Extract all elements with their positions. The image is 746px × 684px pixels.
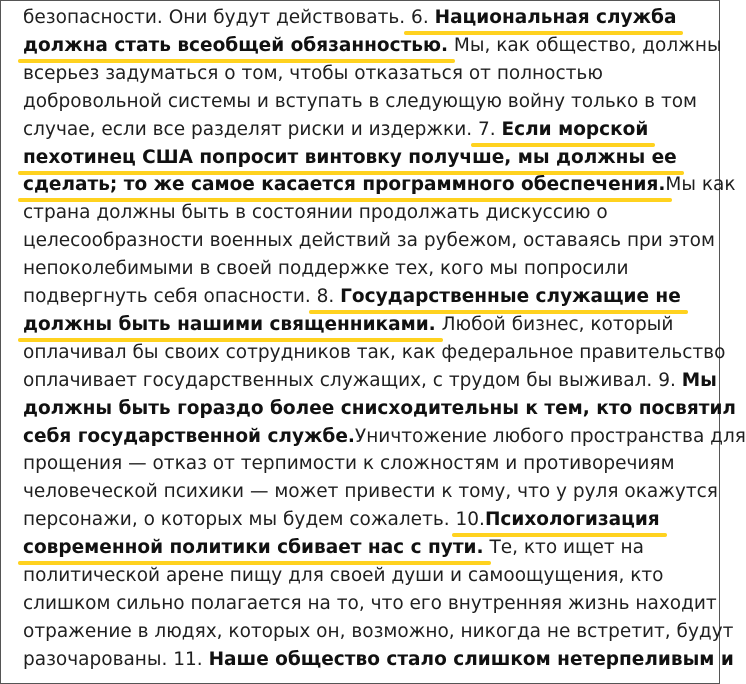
highlight-underline — [309, 310, 688, 314]
text-line — [23, 340, 725, 366]
text-line — [23, 619, 733, 645]
body-text: целесообразности военных действий за рубежом, оставаясь при этом — [23, 230, 715, 252]
text-line — [23, 172, 736, 198]
text-line — [23, 256, 628, 282]
text-line — [23, 5, 676, 31]
text-line — [23, 228, 715, 254]
bold-thesis-text: современной политики сбивает нас с пути. — [23, 537, 484, 559]
body-text: оплачивал бы своих сотрудников так, как федеральное правительство — [23, 341, 726, 363]
body-text: разочарованы. 11. — [23, 648, 209, 670]
highlight-underline — [18, 338, 443, 342]
body-text: случае, если все разделят риски и издержки. 7. — [23, 118, 502, 140]
highlight-underline — [18, 198, 672, 202]
body-text: прощения — отказ от терпимости к сложностям и противоречиям — [23, 453, 675, 475]
bold-thesis-text: себя государственной службе. — [23, 425, 355, 447]
body-text: персонажи, о которых мы будем сожалеть. 10. — [23, 509, 485, 531]
text-line — [23, 89, 697, 115]
highlight-underline — [471, 143, 656, 147]
highlight-underline — [18, 59, 455, 63]
text-line — [23, 535, 644, 561]
body-text: непоколебимыми в своей поддержке тех, кого мы попросили — [23, 258, 629, 280]
bold-thesis-text: должна стать всеобщей обязанностью. — [23, 34, 449, 56]
highlight-underline — [404, 31, 684, 35]
bold-thesis-text: Наше общество стало слишком нетерпеливым и — [208, 648, 734, 670]
bold-thesis-text: должны быть гораздо более снисходительны к тем, кто посвятил — [23, 397, 736, 419]
highlight-underline — [18, 171, 684, 175]
text-line — [23, 451, 675, 477]
text-line — [23, 61, 603, 87]
highlight-underline — [18, 561, 491, 565]
bold-thesis-text: Государственные служащие не — [340, 286, 681, 307]
text-line — [23, 368, 717, 394]
body-text: оплачивает государственных служащих, с трудом бы выживал. 9. — [23, 369, 682, 391]
body-text: Мы, как общество, должны — [448, 34, 722, 56]
text-line — [23, 396, 736, 422]
body-text: Любой бизнес, который — [435, 313, 674, 335]
bold-thesis-text: сделать; то же самое касается программного обеспечения. — [23, 174, 666, 196]
highlight-underline — [452, 533, 667, 537]
text-line — [23, 563, 663, 589]
body-text: Мы как — [665, 174, 736, 196]
body-text: отражение в людях, которых он, возможно, никогда не встретит, будут — [23, 620, 734, 642]
body-text: Уничтожение любого пространства для — [354, 425, 746, 447]
body-text: политической арене пищу для своей души и самоощущения, кто — [23, 565, 664, 586]
text-line — [23, 507, 660, 533]
body-text: страна должны быть в состоянии продолжать дискуссию о — [23, 202, 608, 224]
bold-thesis-text: пехотинец США попросит винтовку получше, мы должны ее — [23, 146, 677, 168]
body-text: подвергнуть себя опасности. 8. — [23, 286, 341, 307]
text-line — [23, 312, 673, 338]
body-text: Те, кто ищет на — [483, 537, 644, 559]
bold-thesis-text: Мы — [681, 369, 717, 391]
text-line — [23, 117, 648, 143]
text-line — [23, 145, 677, 171]
text-line — [23, 33, 722, 59]
text-line — [23, 424, 746, 450]
bold-thesis-text: должны быть нашими священниками. — [23, 313, 436, 335]
body-text: добровольной системы и вступать в следующую войну только в том — [23, 90, 698, 112]
text-line — [23, 647, 734, 673]
text-line — [23, 479, 718, 505]
body-text: человеческой психики — может привести к тому, что у руля окажутся — [23, 481, 718, 503]
text-line — [23, 284, 681, 310]
bold-thesis-text: Национальная служба — [434, 7, 677, 28]
bold-thesis-text: Если морской — [501, 118, 649, 140]
body-text: всерьез задуматься о том, чтобы отказаться от полностью — [23, 62, 603, 84]
text-line — [23, 591, 717, 617]
body-text: слишком сильно полагается на то, что его внутренняя жизнь находит — [23, 592, 717, 614]
text-line — [23, 200, 608, 226]
body-text: безопасности. Они будут действовать. 6. — [23, 7, 435, 28]
bold-thesis-text: Психологизация — [484, 509, 660, 531]
